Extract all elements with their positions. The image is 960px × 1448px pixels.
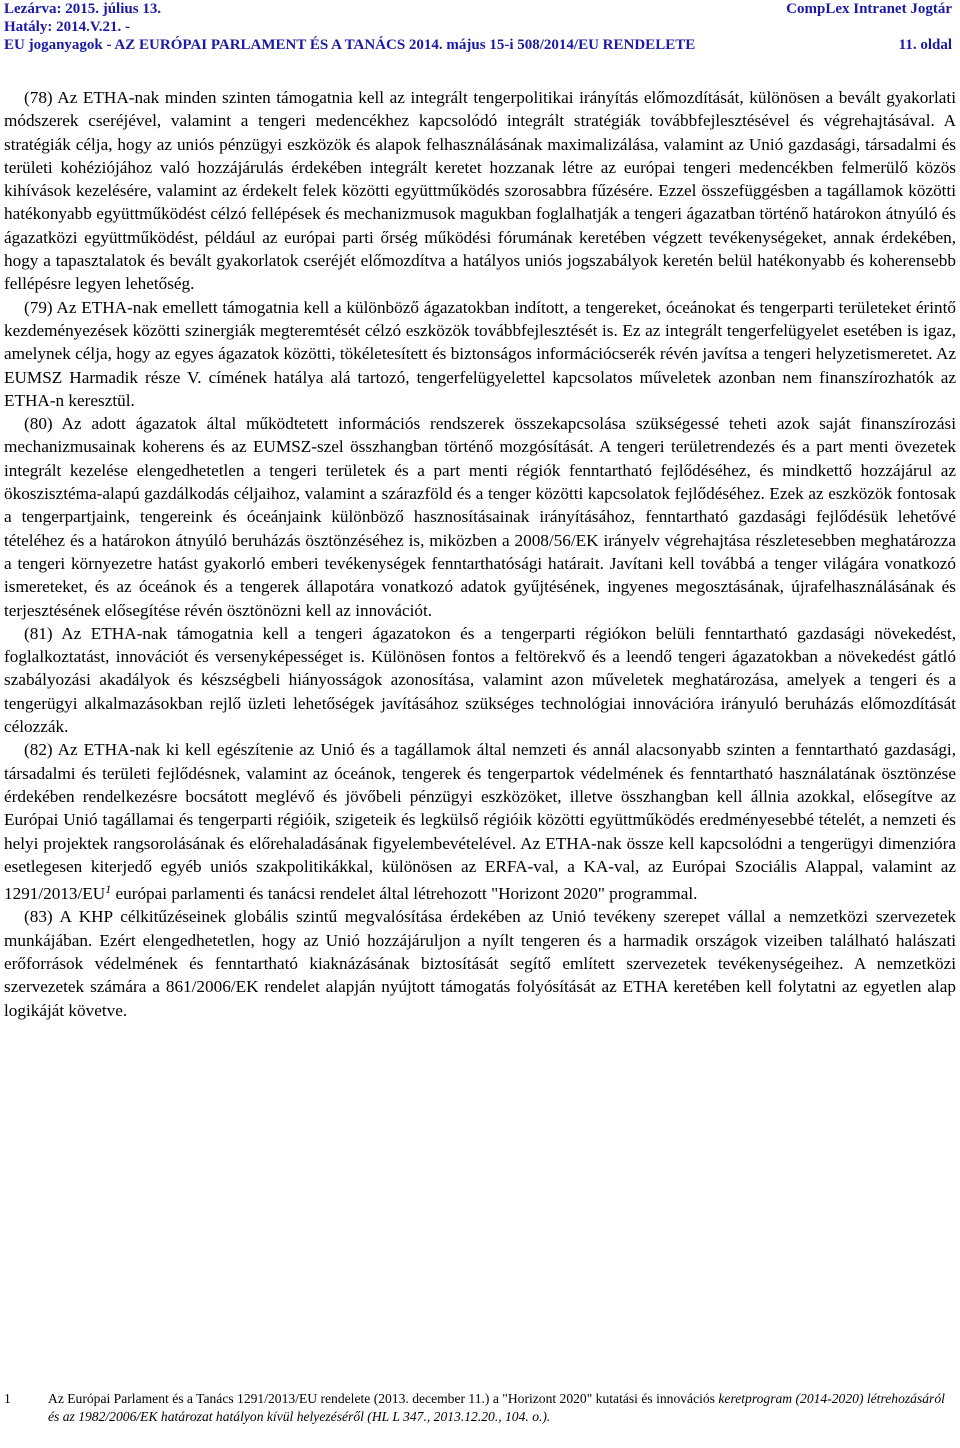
footnote-reference[interactable]: 1 — [105, 882, 112, 897]
brand-name: CompLex Intranet Jogtár — [786, 1, 952, 17]
footnote-number: 1 — [4, 1391, 11, 1406]
closed-date: Lezárva: 2015. július 13. — [4, 1, 162, 17]
footnote-text — [48, 1390, 956, 1425]
footnote-lead: Az Európai Parlament és a Tanács 1291/2013/EU rendelete (2013. december 11.) a "Horizont 2020" kutatási és innovációs — [48, 1391, 719, 1406]
footnotes — [4, 1390, 956, 1425]
paragraph-82-text: (82) Az ETHA-nak ki kell egészítenie az Unió és a tagállamok által nemzeti és annál alacsonyabb szinten a fenntartható gazdasági, társadalmi és területi fejlődésnek, valamint az óceánok, tengerek és tengerpartok védelmének és fenntartható használatának ösztönzése érdekében rendelkezésre bocsátott meglévő és jövőbeli pénzügyi eszközöket, illetve összhangban kell állnia azokkal, elősegítve az Európai Unió tagállamai és tengerparti régióik, szigeteik és legkülső régióik közötti együttműködés eredményesebbé tételét, a nemzeti és helyi projektek rangsorolásának és előrehaladásának figyelembevételével. Az ETHA-nak össze kell kapcsolódni a tengerügyi dimenzióra esetlegesen kiterjedő egyéb uniós szakpolitikákkal, különösen az ERFA-val, a KA-val, az Európai Szociális Alappal, valamint az 1291/2013/EU — [4, 740, 956, 904]
effective-date: Hatály: 2014.V.21. - — [4, 19, 130, 35]
document-title: EU joganyagok - AZ EURÓPAI PARLAMENT ÉS A TANÁCS 2014. május 15-i 508/2014/EU RENDELETE — [4, 37, 696, 53]
paragraph-81: (81) Az ETHA-nak támogatnia kell a tengeri ágazatokon és a tengerparti régiókon belüli fenntartható gazdasági növekedést, foglalkoztatást, innovációt és versenyképességet is. Különösen fontos a feltörekvő és a leendő tengeri ágazatokban a növekedést gátló szabályozási akadályok és készségbeli hiányosságok azonosítása, valamint azon műveletek meghatározása, amelyek a tengeri és a tengerügyi alkalmazásokban rejlő üzleti lehetőségek javításához szükséges technológiai innovációra irányuló beruházás előmozdítását célozzák. — [4, 623, 956, 737]
paragraph-79: (79) Az ETHA-nak emellett támogatnia kell a különböző ágazatokban indított, a tengereket, óceánokat és tengerparti területeket érintő kezdeményezések közötti szinergiák megteremtését célzó eszközök továbbfejlesztését is. Ez az integrált tengerfelügyelet esetében is igaz, amelynek célja, hogy az egyes ágazatok közötti, tökéletesített és biztonságos információcserék révén javítsa a tengeri helyzetismeretet. Az EUMSZ Harmadik része V. címének hatálya alá tartozó, tengerfelügyelettel kapcsolatos műveletek azonban nem finanszírozhatók az ETHA-n keresztül. — [4, 297, 956, 410]
header-row-1 — [4, 0, 956, 18]
document-body — [4, 86, 956, 1022]
header-row-2 — [4, 18, 956, 36]
footnote-item — [4, 1390, 956, 1425]
footnote-rest: keretprogram (2014-2020) létrehozásáról és az 1982/2006/EK határozat hatályon kívül helyezéséről (HL L 347., 2013.12.20., 104. o.). — [48, 1391, 945, 1424]
page-header — [4, 0, 956, 62]
paragraph-78: (78) Az ETHA-nak minden szinten támogatnia kell az integrált tengerpolitikai irányítás előmozdítását, különösen a bevált gyakorlati módszerek cseréjével, valamint a tengeri medencékhez kapcsolódó integrált stratégiák továbbfejlesztésével és végrehajtásával. A stratégiák célja, hogy az uniós pénzügyi eszközök és alapok felhasználásának maximalizálása, valamint az Unió gazdasági, társadalmi és területi kohéziójához való hozzájárulás érdekében integrált keretet hozzanak létre az európai tengeri medencékben felmerülő közös kihívások kezelésére, valamint az érdekelt felek közötti együttműködés szorosabbra fűzésére. Ezzel összefüggésben a tagállamok közötti hatékonyabb együttműködést célzó fellépések és mechanizmusok magukban foglalhatják a tengeri ágazatban történő határokon átnyúló és ágazatközi együttműködést, például az európai parti őrség működési fórumának keretében végzett tevékenységeket, annak érdekében, hogy a tapasztalatok és bevált gyakorlatok cseréjét előmozdítva a hatályos uniós jogszabályok keretén belül hatékonyabb és koherensebb fellépésre legyen lehetőség. — [4, 88, 956, 294]
paragraph-83: (83) A KHP célkitűzéseinek globális szintű megvalósítása érdekében az Unió tevékeny szerepet vállal a nemzetközi szervezetek munkájában. Ezért elengedhetetlen, hogy az Unió hozzájáruljon a nyílt tengeren és a harmadik országok vizeiben található halászati erőforrások védelmének és fenntartható kiaknázásának biztosítását segítő említett szervezetek tevékenységeihez. A nemzetközi szervezetek számára a 861/2006/EK rendelet alapján nyújtott támogatás folyósítását az ETHA keretében kell folytatni az egyetlen alap logikáját követve. — [4, 907, 956, 1020]
page-number: 11. oldal — [898, 37, 952, 53]
header-row-3 — [4, 36, 956, 54]
paragraph-82 — [4, 738, 956, 905]
paragraph-80: (80) Az adott ágazatok által működtetett információs rendszerek összekapcsolása szükségessé teheti azok saját finanszírozási mechanizmusainak koherens és az EUMSZ-szel összhangban történő mozgósítását. A tengeri területrendezés és a part menti övezetek integrált kezelése elengedhetetlen a tengeri területek és a part menti régiók fenntartható fejlődéséhez, és mindkettő hozzájárul az ökoszisztéma-alapú gazdálkodás céljaihoz, valamint a szárazföld és a tenger közötti kapcsolatok fejlődéséhez. Ezek az eszközök fontosak a tengerpartjaink, tengereink és óceánjaink különböző hasznosításainak irányításához, fenntartható gazdasági fejlődésük lehetővé tételéhez és a határokon átnyúló beruházás ösztönzéséhez is, miközben a 2008/56/EK irányelv végrehajtása részletesebben meghatározza a tengeri környezetre hatást gyakorló emberi tevékenységek fenntarthatósági határait. Javítani kell továbbá a tenger világára vonatkozó ismereteket, és az óceánok és a tengerek állapotára vonatkozó adatok gyűjtésének, ingyenes megosztásának, újrafelhasználásának és terjesztésének elősegítése révén ösztönözni kell az innovációt. — [4, 414, 956, 620]
paragraph-82-text-end: európai parlamenti és tanácsi rendelet által létrehozott "Horizont 2020" programmal. — [111, 884, 698, 904]
